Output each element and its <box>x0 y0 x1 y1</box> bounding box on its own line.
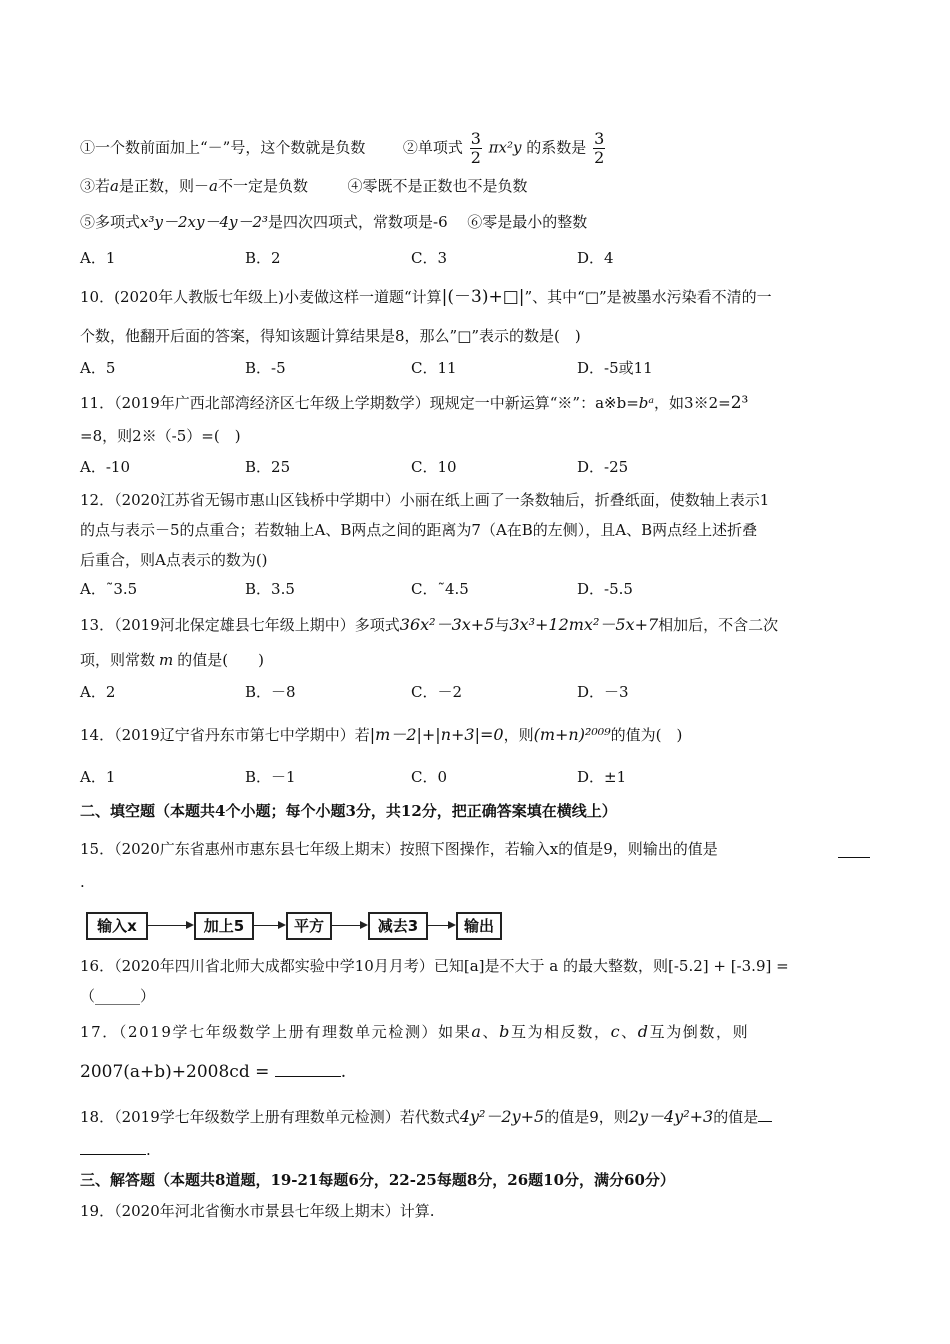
q12-line-1: 12．（2020江苏省无锡市惠山区钱桥中学期中）小丽在纸上画了一条数轴后，折叠纸面，使数轴上表示1 <box>80 491 770 509</box>
q9-statement-3-c: 不一定是负数 <box>217 177 308 195</box>
q13-option-d[interactable]: D．－3 <box>577 683 629 701</box>
q14-option-d[interactable]: D．±1 <box>577 768 627 786</box>
q17-line-2 <box>80 1058 870 1082</box>
q13-text-d: 项，则常数 <box>80 651 156 669</box>
q12-option-d[interactable]: D．-5.5 <box>577 580 633 598</box>
flow-step-add: 加上5 <box>194 912 254 940</box>
q14-option-a[interactable]: A．1 <box>80 768 116 786</box>
flow-arrow-3 <box>332 925 366 926</box>
q17-var-d: d <box>637 1022 650 1041</box>
q11-power-2: 2³ <box>730 393 749 413</box>
q9-statement-6: ⑥零是最小的整数 <box>467 213 588 231</box>
q12-option-a[interactable]: A．˜3.5 <box>80 580 138 598</box>
q13-polynomial-2: 3x³+12mx²－5x+7 <box>509 615 659 634</box>
q14-expression-2: (m+n)²⁰⁰⁹ <box>533 725 611 744</box>
q9-statement-2-mid: 的系数是 <box>526 138 587 157</box>
q9-statement-5-a: ⑤多项式 <box>80 213 141 231</box>
q10-line-2: 个数，他翻开后面的答案，得知该题计算结果是8，那么”□”表示的数是( ) <box>80 327 581 345</box>
q18-text-c: 的值是 <box>713 1108 759 1126</box>
q13-option-a[interactable]: A．2 <box>80 683 116 701</box>
q19-line-1: 19．（2020年河北省衡水市景县七年级上期末）计算. <box>80 1202 435 1220</box>
q10-line-1 <box>80 287 870 307</box>
q18-answer-blank-start[interactable] <box>758 1105 772 1122</box>
q9-var-a-2: a <box>208 177 218 195</box>
q11-text-a: 11．（2019年广西北部湾经济区七年级上学期数学）现规定一中新运算“※”：a※b= <box>80 394 639 412</box>
q10-option-c[interactable]: C．11 <box>411 359 457 377</box>
flow-step-square: 平方 <box>286 912 332 940</box>
q13-option-c[interactable]: C．－2 <box>411 683 463 701</box>
q10-text-b: ”、其中“□”是被墨水污染看不清的一 <box>524 288 772 306</box>
q13-option-b[interactable]: B．－8 <box>245 683 296 701</box>
q18-expression-2: 2y－4y²+3 <box>628 1107 714 1126</box>
q10-expression: |(－3)+□| <box>441 287 525 307</box>
q17-sep-1: 、 <box>482 1023 500 1041</box>
q10-option-b[interactable]: B．-5 <box>245 359 286 377</box>
q17-line-1 <box>80 1022 870 1042</box>
q16-line-2: （______） <box>80 987 156 1005</box>
q12-option-b[interactable]: B．3.5 <box>245 580 295 598</box>
q15-dot: . <box>80 873 85 891</box>
q17-tail: . <box>340 1062 347 1082</box>
q13-var-m: m <box>159 651 174 669</box>
q9-statement-2-label: ②单项式 <box>402 138 463 157</box>
q9-option-a[interactable]: A．1 <box>80 249 116 267</box>
q13-text-c: 相加后，不含二次 <box>658 616 779 634</box>
flow-step-output: 输出 <box>456 912 502 940</box>
q12-line-2: 的点与表示－5的点重合；若数轴上A、B两点之间的距离为7（A在B的左侧），且A、B两点经上述折叠 <box>80 521 758 539</box>
flow-arrow-2 <box>254 925 284 926</box>
q17-text-a: 17．（2019学七年级数学上册有理数单元检测）如果 <box>80 1023 472 1041</box>
q9-polynomial: x³y－2xy－4y－2³ <box>140 213 269 231</box>
q18-tail: . <box>146 1141 151 1159</box>
q11-option-b[interactable]: B．25 <box>245 458 291 476</box>
q11-text-b: ，如3※2= <box>654 394 731 412</box>
q18-line-2 <box>80 1138 870 1160</box>
q14-text-a: 14．（2019辽宁省丹东市第七中学期中）若 <box>80 726 370 744</box>
q11-option-c[interactable]: C．10 <box>411 458 457 476</box>
q9-statement-line-2 <box>80 176 870 196</box>
q12-line-3: 后重合，则A点表示的数为() <box>80 551 268 569</box>
q13-line-1 <box>80 615 870 635</box>
q9-fraction-1: $\frac{3}{2}$ <box>470 129 481 167</box>
q10-option-a[interactable]: A．5 <box>80 359 116 377</box>
q14-expression: |m－2|+|n+3|=0 <box>369 725 504 744</box>
q16-line-1: 16．（2020年四川省北师大成都实验中学10月月考）已知[a]是不大于 a 的最大整数，则[-5.2] + [-3.9] = <box>80 957 789 975</box>
flow-arrow-4 <box>428 925 454 926</box>
flow-step-input: 输入x <box>86 912 148 940</box>
q9-fraction-2: $\frac{3}{2}$ <box>594 129 605 167</box>
q15-flowchart <box>86 912 506 940</box>
q9-statement-4: ④零既不是正数也不是负数 <box>347 177 528 195</box>
section-2-heading: 二、填空题（本题共4个小题；每个小题3分，共12分，把正确答案填在横线上） <box>80 802 617 820</box>
q15-text-a: 15．（2020广东省惠州市惠东县七年级上期末）按照下图操作，若输入x的值是9，则输出的值是 <box>80 840 718 858</box>
q9-var-a: a <box>110 177 119 195</box>
q17-answer-blank[interactable] <box>275 1058 341 1077</box>
q9-statement-3-a: ③若 <box>80 177 111 195</box>
q14-text-c: 的值为( ) <box>610 726 683 744</box>
flow-step-subtract: 减去3 <box>368 912 428 940</box>
q14-text-b: ，则 <box>503 726 534 744</box>
q9-option-c[interactable]: C．3 <box>411 249 448 267</box>
q9-option-b[interactable]: B．2 <box>245 249 281 267</box>
q17-expression: 2007(a+b)+2008cd = <box>80 1062 270 1082</box>
section-3-heading: 三、解答题（本题共8道题，19-21每题6分，22-25每题8分，26题10分，满分60分） <box>80 1171 675 1189</box>
q9-statement-5-b: 是四次四项式，常数项是-6 <box>268 213 448 231</box>
q15-answer-blank[interactable] <box>838 839 870 858</box>
q14-option-b[interactable]: B．－1 <box>245 768 296 786</box>
q18-line-1 <box>80 1105 870 1127</box>
q17-sep-2: 、 <box>621 1023 638 1041</box>
q18-answer-blank[interactable] <box>80 1138 146 1155</box>
q12-option-c[interactable]: C．˜4.5 <box>411 580 469 598</box>
q13-polynomial-1: 36x²－3x+5 <box>399 615 495 634</box>
q9-statement-3-b: 是正数，则－ <box>118 177 209 195</box>
q18-text-a: 18．（2019学七年级数学上册有理数单元检测）若代数式 <box>80 1108 460 1126</box>
flow-arrow-1 <box>148 925 192 926</box>
q17-var-a: a <box>471 1022 483 1041</box>
q14-line-1 <box>80 725 870 745</box>
q17-var-c: c <box>610 1022 622 1041</box>
q11-option-a[interactable]: A．-10 <box>80 458 130 476</box>
q18-text-b: 的值是9，则 <box>544 1108 629 1126</box>
q15-line-1 <box>80 839 870 859</box>
q9-statement-line-1 <box>80 130 870 167</box>
q13-line-2 <box>80 650 870 670</box>
q13-text-e: 的值是( ) <box>177 651 264 669</box>
q18-expression-1: 4y²－2y+5 <box>459 1107 545 1126</box>
q17-text-end: 互为倒数，则 <box>649 1023 750 1041</box>
q10-option-d[interactable]: D．-5或11 <box>577 359 653 377</box>
q11-line-1 <box>80 393 870 413</box>
q11-option-d[interactable]: D．-25 <box>577 458 629 476</box>
q11-power: bᵃ <box>638 394 655 412</box>
q9-monomial: πx²y <box>488 138 522 157</box>
q9-statement-line-3 <box>80 212 870 232</box>
q13-text-b: 与 <box>494 616 510 634</box>
q9-option-d[interactable]: D．4 <box>577 249 614 267</box>
q11-line-2: =8，则2※（-5）=( ) <box>80 427 241 445</box>
q17-text-mid: 互为相反数， <box>510 1023 611 1041</box>
q10-text-a: 10．(2020年人教版七年级上)小麦做这样一道题“计算 <box>80 288 442 306</box>
q9-statement-1: ①一个数前面加上“－”号，这个数就是负数 <box>80 138 366 157</box>
q14-option-c[interactable]: C．0 <box>411 768 448 786</box>
q13-text-a: 13．（2019河北保定雄县七年级上期中）多项式 <box>80 616 400 634</box>
q17-var-b: b <box>499 1022 511 1041</box>
